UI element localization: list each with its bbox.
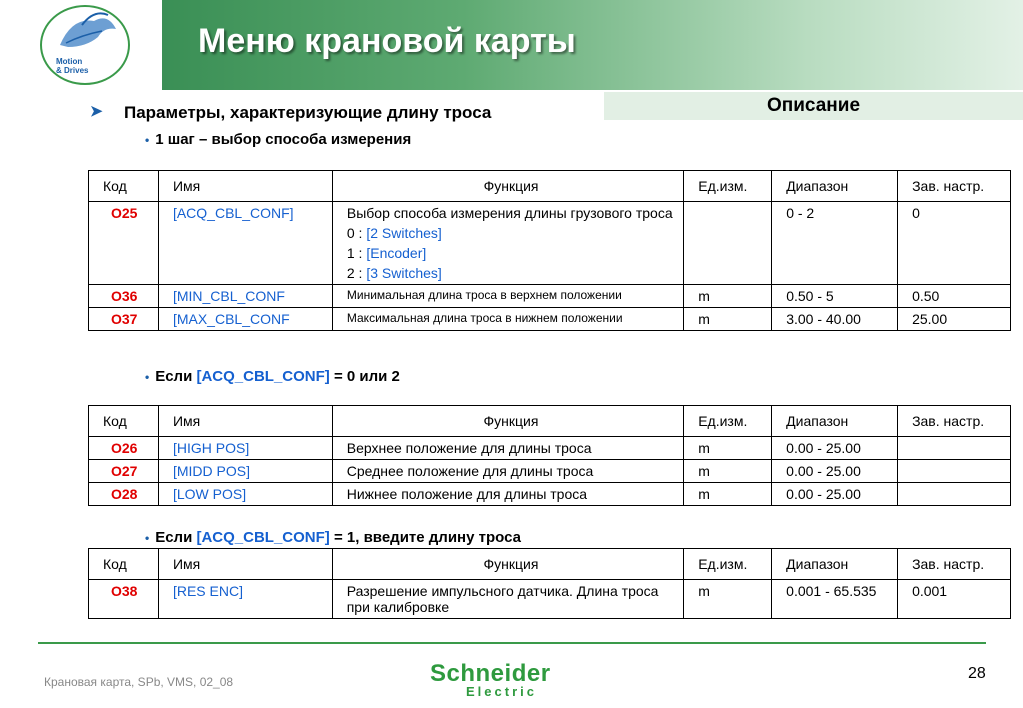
step1-bullet [145,131,411,148]
dot-bullet-icon: • [145,531,150,545]
table-row [89,483,1011,506]
step1-text: 1 шаг – выбор способа измерения [155,131,412,148]
option-value: [Encoder] [366,245,427,261]
param-name: [RES ENC] [158,580,332,619]
option-value: [3 Switches] [366,265,442,281]
header-unit: Ед.изм. [684,549,772,580]
table-positions [88,405,1011,506]
logo-text-1: Motion [56,57,83,66]
cond2-param: [ACQ_CBL_CONF] [196,529,330,546]
bird-logo-icon [42,7,128,57]
footer-text: Крановая карта, SPb, VMS, 02_08 [44,675,234,689]
param-unit: m [684,580,772,619]
param-unit: m [684,285,772,308]
table-row [89,285,1011,308]
param-code: O27 [89,460,159,483]
option-item [347,265,675,281]
table-header-row [89,549,1011,580]
main-bullet [92,103,491,123]
param-func: Минимальная длина троса в верхнем положении [332,285,683,308]
param-range: 0 - 2 [772,202,898,285]
param-default: 25.00 [898,308,1011,331]
param-name: [ACQ_CBL_CONF] [158,202,332,285]
header-func: Функция [332,171,683,202]
header-func: Функция [332,406,683,437]
param-func-text: Выбор способа измерения длины грузового троса [346,205,673,221]
param-default [898,460,1011,483]
header-name: Имя [158,549,332,580]
condition2-bullet [145,529,521,546]
main-bullet-text: Параметры, характеризующие длину троса [124,103,492,122]
header-default: Зав. настр. [898,406,1011,437]
header-range: Диапазон [772,406,898,437]
header-code: Код [89,549,159,580]
header-code: Код [89,171,159,202]
param-range: 0.00 - 25.00 [772,483,898,506]
param-name: [HIGH POS] [158,437,332,460]
cond1-param: [ACQ_CBL_CONF] [196,368,330,385]
param-code: O28 [89,483,159,506]
logo-text-2: & Drives [56,66,89,75]
table-row [89,460,1011,483]
table-row [89,580,1011,619]
cond1-suffix: = 0 или 2 [329,368,400,385]
param-unit: m [684,460,772,483]
param-unit [684,202,772,285]
param-unit: m [684,437,772,460]
table-header-row [89,406,1011,437]
header-name: Имя [158,171,332,202]
brand-line2: Electric [466,684,537,699]
param-code: O26 [89,437,159,460]
option-num: 1 : [346,245,367,261]
param-default: 0.50 [898,285,1011,308]
cond2-suffix: = 1, введите длину троса [329,529,521,546]
param-func: Нижнее положение для длины троса [332,483,683,506]
header-default: Зав. настр. [898,171,1011,202]
description-header: Описание [604,92,1023,120]
header-func: Функция [332,549,683,580]
brand-line1: Schneider [430,660,551,687]
cond2-prefix: Если [155,529,197,546]
param-code: O36 [89,285,159,308]
cond1-prefix: Если [155,368,197,385]
param-unit: m [684,483,772,506]
param-range: 0.001 - 65.535 [772,580,898,619]
param-default [898,483,1011,506]
arrow-bullet-icon: ➤ [90,103,103,120]
param-name: [LOW POS] [158,483,332,506]
param-unit: m [684,308,772,331]
table-row [89,308,1011,331]
header-range: Диапазон [772,549,898,580]
param-name: [MAX_CBL_CONF [158,308,332,331]
option-item [347,225,675,241]
header-name: Имя [158,406,332,437]
param-default: 0.001 [898,580,1011,619]
param-func: Верхнее положение для длины троса [332,437,683,460]
title-bar [162,0,1023,90]
header-default: Зав. настр. [898,549,1011,580]
param-name: [MIN_CBL_CONF [158,285,332,308]
option-value: [2 Switches] [366,225,442,241]
param-default [898,437,1011,460]
param-code: O38 [89,580,159,619]
header-range: Диапазон [772,171,898,202]
param-range: 0.00 - 25.00 [772,460,898,483]
param-func: Среднее положение для длины троса [332,460,683,483]
motion-drives-logo [40,5,130,85]
page-title: Меню крановой карты [198,22,576,60]
header-code: Код [89,406,159,437]
table-header-row [89,171,1011,202]
logo [0,0,160,90]
param-func: Максимальная длина троса в нижнем положении [332,308,683,331]
param-range: 3.00 - 40.00 [772,308,898,331]
option-num: 2 : [346,265,367,281]
schneider-logo [430,660,551,699]
param-func [332,202,683,285]
param-func: Разрешение импульсного датчика. Длина троса при калибровке [332,580,683,619]
param-range: 0.50 - 5 [772,285,898,308]
table-row [89,437,1011,460]
param-code: O25 [89,202,159,285]
condition1-bullet [145,368,400,385]
param-code: O37 [89,308,159,331]
option-num: 0 : [346,225,367,241]
footer-divider [38,642,986,644]
header-unit: Ед.изм. [684,171,772,202]
param-name: [MIDD POS] [158,460,332,483]
param-default: 0 [898,202,1011,285]
dot-bullet-icon: • [145,133,150,147]
dot-bullet-icon: • [145,370,150,384]
param-range: 0.00 - 25.00 [772,437,898,460]
header-unit: Ед.изм. [684,406,772,437]
table-encoder [88,548,1011,619]
table-cable-conf [88,170,1011,331]
table-row [89,202,1011,285]
page-number: 28 [968,665,986,682]
option-item [347,245,675,261]
